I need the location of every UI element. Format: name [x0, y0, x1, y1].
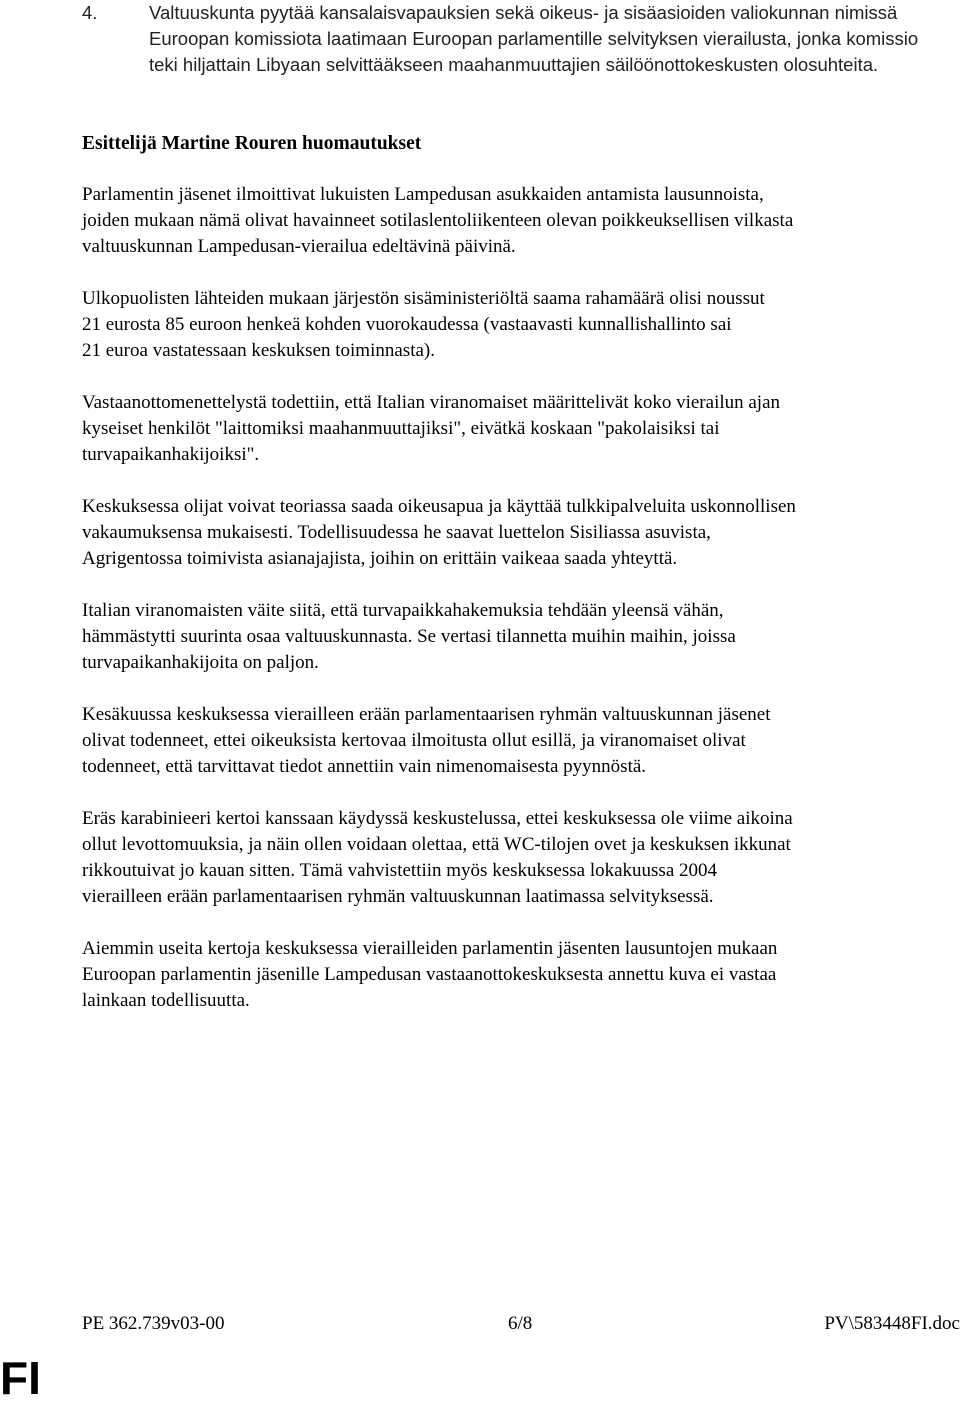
paragraph-6: Kesäkuussa keskuksessa vierailleen erään parlamentaarisen ryhmän valtuuskunnan jäsenet olivat todenneet, ettei oikeuksista kertovaa ilmoitusta ollut esillä, ja viranomaiset olivat todenneet, että tarvittavat tiedot annettiin vain nimenomaisesta pyynnöstä.: [82, 704, 771, 777]
list-item-number: 4.: [82, 2, 98, 23]
paragraph-8: Aiemmin useita kertoja keskuksessa vierailleiden parlamentin jäsenten lausuntojen mukaan Euroopan parlamentin jäsenille Lampedusan vastaanottokeskuksesta annettu kuva ei vastaa lainkaan todellisuutta.: [82, 938, 778, 1011]
list-item-text: Valtuuskunta pyytää kansalaisvapauksien sekä oikeus- ja sisäasioiden valiokunnan nimissä Euroopan komissiota laatimaan Euroopan parlamentille selvityksen vierailusta, jonka komissio teki hiljattain Libyaan selvittääkseen maahanmuuttajien säilöönottokeskusten olosuhteita.: [149, 2, 919, 75]
paragraph-5: Italian viranomaisten väite siitä, että turvapaikkahakemuksia tehdään yleensä vähän, hämmästytti suurinta osaa valtuuskunnasta. Se vertasi tilannetta muihin maihin, joissa turvapaikanhakijoita on paljon.: [82, 600, 736, 673]
list-item-4: [82, 0, 942, 78]
paragraph-1: Parlamentin jäsenet ilmoittivat lukuisten Lampedusan asukkaiden antamista lausunnoista, joiden mukaan nämä olivat havainneet sotilaslentoliikenteen olevan poikkeuksellisen vilkasta valtuuskunnan Lampedusan-vierailua edeltävinä päivinä.: [82, 184, 794, 257]
section-heading: Esittelijä Martine Rouren huomautukset: [82, 133, 422, 154]
document-reference: PE 362.739v03-00: [82, 1313, 225, 1334]
paragraph-4: Keskuksessa olijat voivat teoriassa saada oikeusapua ja käyttää tulkkipalveluita uskonnollisen vakaumuksensa mukaisesti. Todellisuudessa he saavat luettelon Sisiliassa asuvista, Agrigentossa toimivista asianajajista, joihin on erittäin vaikeaa saada yhteyttä.: [82, 496, 796, 569]
document-body: [82, 182, 954, 1040]
page-footer: [82, 1311, 960, 1337]
page-number: 6/8: [508, 1313, 533, 1334]
paragraph-2: Ulkopuolisten lähteiden mukaan järjestön sisäministeriöltä saama rahamäärä olisi noussut 21 eurosta 85 euroon henkeä kohden vuorokaudessa (vastaavasti kunnallishallinto sai 21 euroa vastatessaan keskuksen toiminnasta).: [82, 288, 765, 361]
paragraph-3: Vastaanottomenettelystä todettiin, että Italian viranomaiset määrittelivät koko vierailun ajan kyseiset henkilöt "laittomiksi maahanmuuttajiksi", eivätkä koskaan "pakolaisiksi tai turvapaikanhakijoiksi".: [82, 392, 781, 465]
language-code: FI: [0, 1352, 41, 1404]
file-name: PV\583448FI.doc: [824, 1313, 960, 1334]
paragraph-7: Eräs karabinieeri kertoi kanssaan käydyssä keskustelussa, ettei keskuksessa ole viime aikoina ollut levottomuuksia, ja näin ollen voidaan olettaa, että WC-tilojen ovet ja keskuksen ikkunat rikkoutuivat jo kauan sitten. Tämä vahvistettiin myös keskuksessa lokakuussa 2004 vierailleen erään parlamentaarisen ryhmän valtuuskunnan laatimassa selvityksessä.: [82, 808, 793, 907]
